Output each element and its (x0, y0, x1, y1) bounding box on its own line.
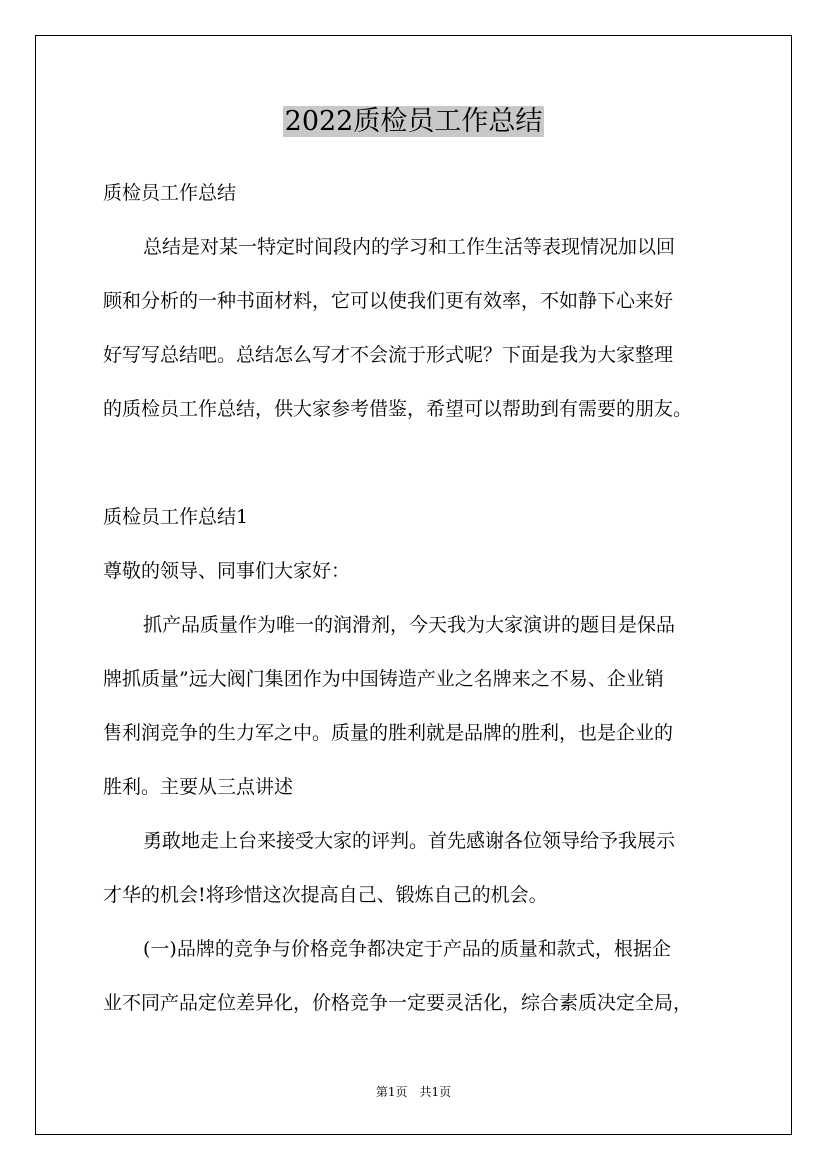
paragraph-line: 好写写总结吧。总结怎么写才不会流于形式呢？下面是我为大家整理 (103, 344, 674, 366)
section-heading-1: 质检员工作总结1 (103, 506, 249, 528)
paragraph-line: 牌抓质量”远大阀门集团作为中国铸造产业之名牌来之不易、企业销 (103, 668, 664, 690)
paragraph-line: 抓产品质量作为唯一的润滑剂，今天我为大家演讲的题目是保品 (143, 614, 676, 636)
heading-intro: 质检员工作总结 (103, 182, 237, 204)
paragraph-line: (一)品牌的竞争与价格竞争都决定于产品的质量和款式，根据企 (143, 938, 671, 960)
paragraph-line: 勇敢地走上台来接受大家的评判。首先感谢各位领导给予我展示 (143, 830, 676, 852)
paragraph-line: 业不同产品定位差异化，价格竞争一定要灵活化，综合素质决定全局， (103, 992, 693, 1014)
paragraph-line: 胜利。主要从三点讲述 (103, 776, 294, 798)
paragraph-line: 售利润竞争的生力军之中。质量的胜利就是品牌的胜利，也是企业的 (103, 722, 674, 744)
page-number: 第1页 共1页 (375, 1085, 452, 1099)
paragraph-line: 总结是对某一特定时间段内的学习和工作生活等表现情况加以回 (143, 236, 676, 258)
document-title: 2022质检员工作总结 (284, 106, 543, 137)
paragraph-line: 的质检员工作总结，供大家参考借鉴，希望可以帮助到有需要的朋友。 (103, 398, 693, 420)
salutation: 尊敬的领导、同事们大家好： (103, 560, 351, 582)
paragraph-line: 顾和分析的一种书面材料，它可以使我们更有效率，不如静下心来好 (103, 290, 674, 312)
paragraph-line: 才华的机会!将珍惜这次提高自己、锻炼自己的机会。 (103, 884, 548, 906)
